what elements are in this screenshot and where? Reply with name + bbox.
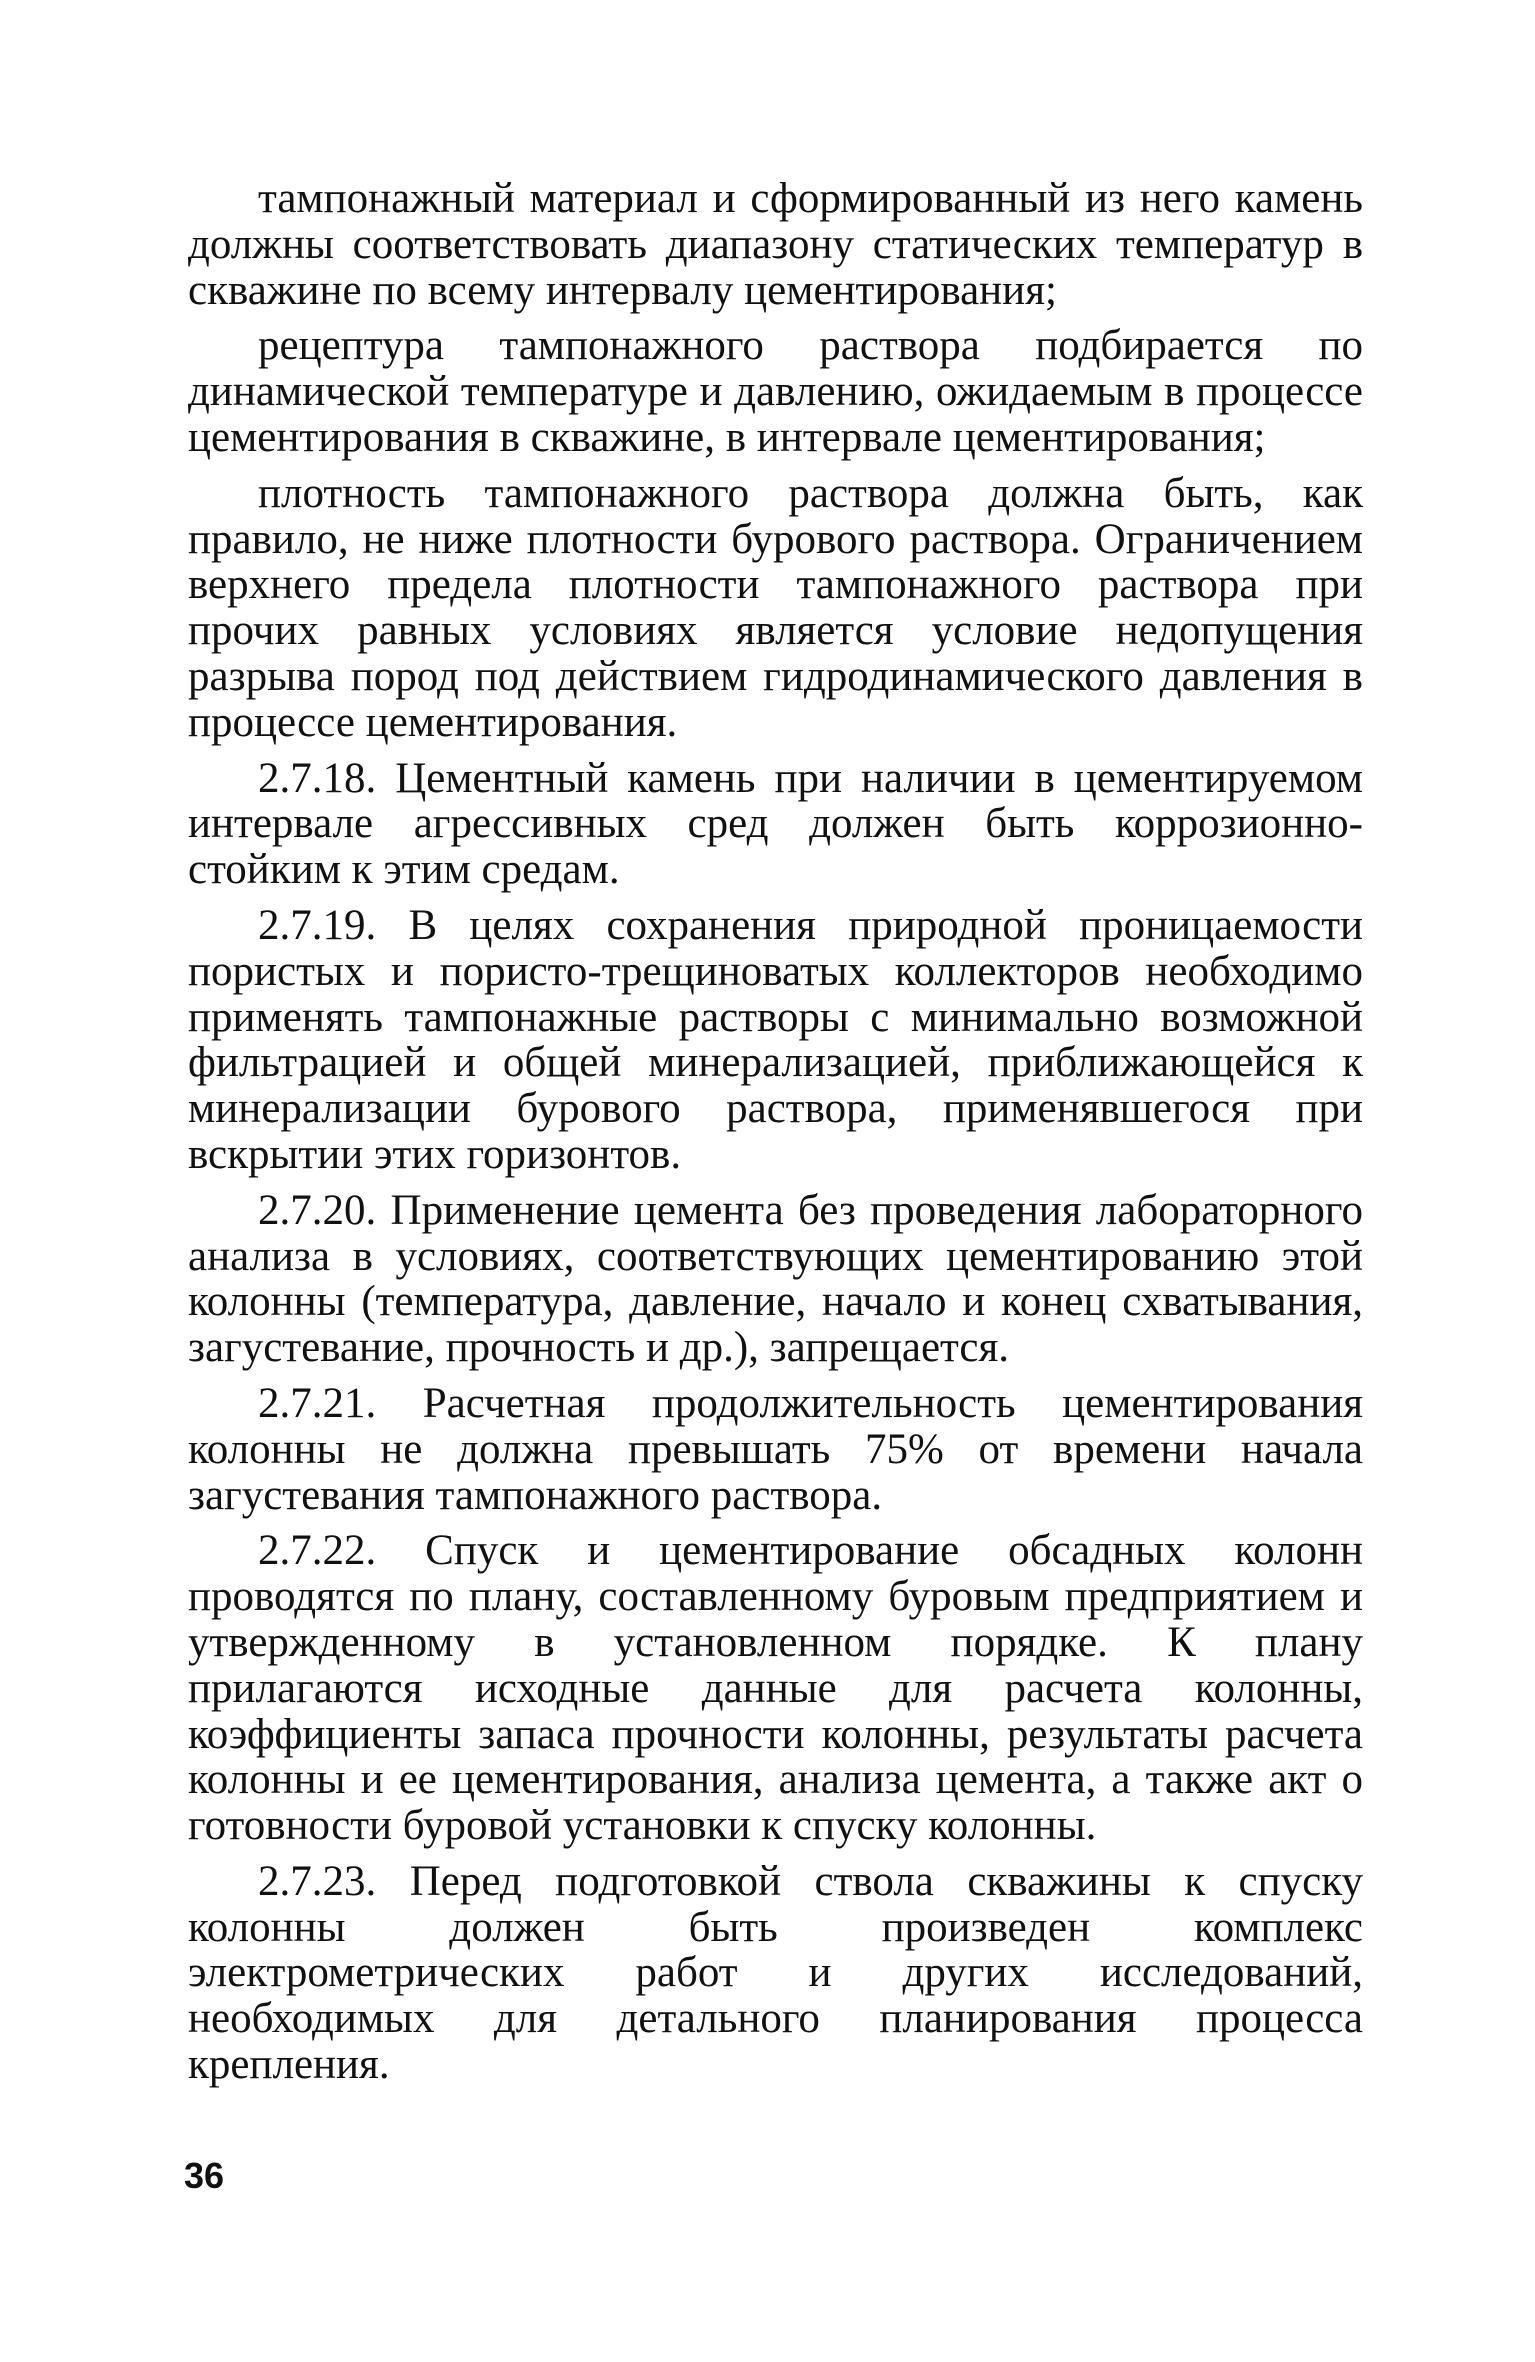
paragraph-2-7-18: 2.7.18. Цементный камень при наличии в цементируемом интервале агрессивных сред должен быть коррозионно-стойким к этим средам. — [188, 754, 1363, 894]
paragraph-slurry-recipe: рецептура тампонажного раствора подбирается по динамической температуре и давлению, ожидаемым в процессе цементирования в скважине, в интервале цементирования; — [188, 322, 1363, 461]
paragraph-2-7-20: 2.7.20. Применение цемента без проведения лабораторного анализа в условиях, соответствующих цементированию этой колонны (температура, давление, начало и конец схватывания, загустевание, прочность и др.), запрещается. — [188, 1186, 1363, 1372]
paragraph-2-7-23: 2.7.23. Перед подготовкой ствола скважины к спуску колонны должен быть произведен комплекс электрометрических работ и других исследований, необходимых для детального планирования процесса крепления. — [188, 1857, 1363, 2089]
body-text — [188, 176, 1363, 2098]
paragraph-2-7-19: 2.7.19. В целях сохранения природной проницаемости пористых и пористо-трещиноватых коллекторов необходимо применять тампонажные растворы с минимально возможной фильтрацией и общей минерализацией, приближающейся к минерализации бурового раствора, применявшегося при вскрытии этих горизонтов. — [188, 901, 1363, 1178]
paragraph-cement-material: тампонажный материал и сформированный из него камень должны соответствовать диапазону статических температур в скважине по всему интервалу цементирования; — [188, 175, 1363, 314]
paragraph-2-7-21: 2.7.21. Расчетная продолжительность цементирования колонны не должна превышать 75% от времени начала загустевания тампонажного раствора. — [188, 1379, 1363, 1519]
paragraph-slurry-density: плотность тампонажного раствора должна быть, как правило, не ниже плотности бурового раствора. Ограничением верхнего предела плотности тампонажного раствора при прочих равных условиях является условие недопущения разрыва пород под действием гидродинамического давления в процессе цементирования. — [188, 469, 1363, 746]
paragraph-2-7-22: 2.7.22. Спуск и цементирование обсадных колонн проводятся по плану, составленному буровым предприятием и утвержденному в установленном порядке. К плану прилагаются исходные данные для расчета колонны, коэффициенты запаса прочности колонны, результаты расчета колонны и ее цементирования, анализа цемента, а также акт о готовности буровой установки к спуску колонны. — [188, 1527, 1363, 1850]
page-number: 36 — [184, 2155, 225, 2196]
